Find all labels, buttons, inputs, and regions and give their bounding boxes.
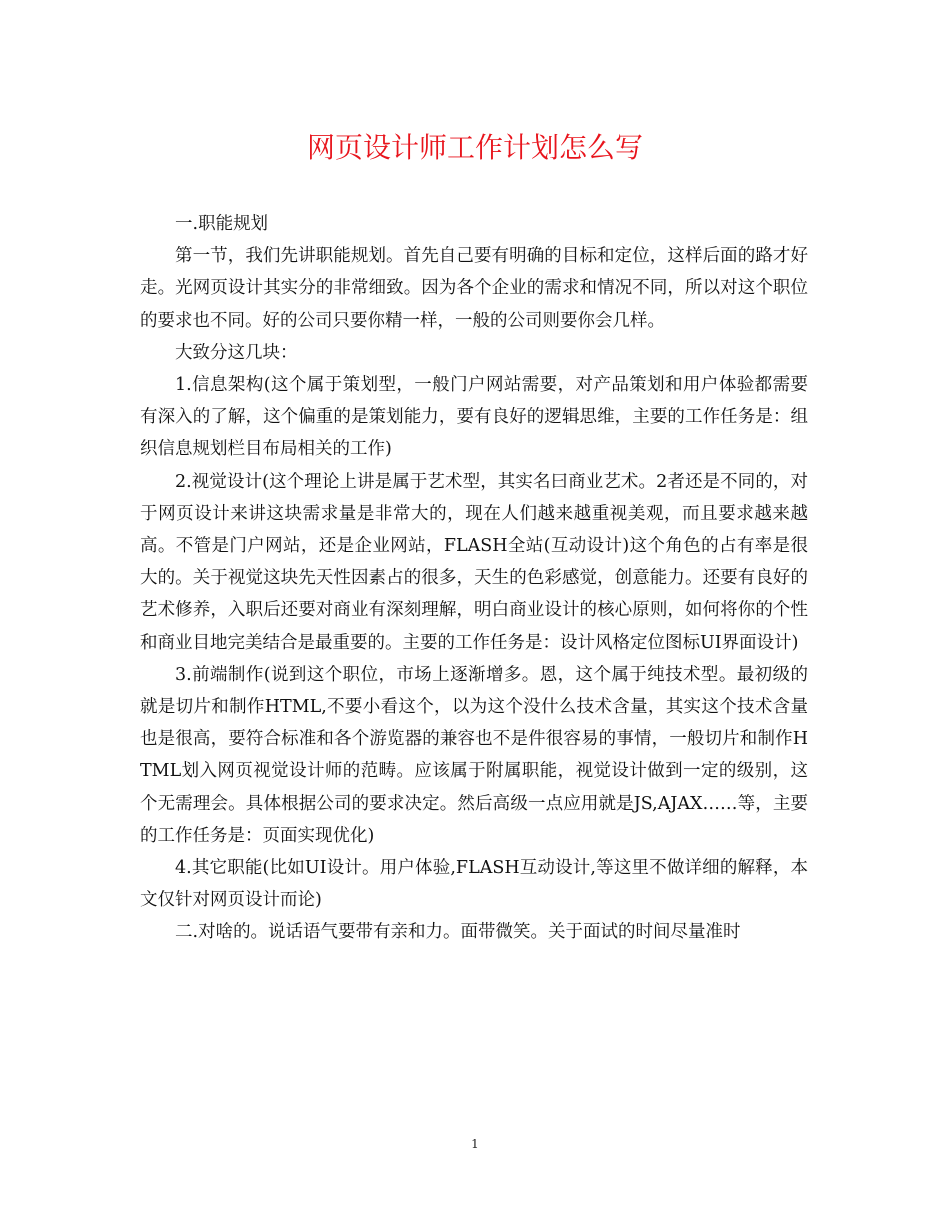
- paragraph-categories-lead: 大致分这几块：: [175, 342, 298, 363]
- paragraph-visual-design: 2.视觉设计(这个理论上讲是属于艺术型，其实名曰商业艺术。2者还是不同的，对于网页设计来讲这块需求量是非常大的，现在人们越来越重视美观，而且要求越来越高。不管是门户网站，还是企业网站，FLASH全站(互动设计)这个角色的占有率是很大的。关于视觉这块先天性因素占的很多，天生的色彩感觉，创意能力。还要有良好的艺术修养，入职后还要对商业有深刻理解，明白商业设计的核心原则，如何将你的个性和商业目地完美结合是最重要的。主要的工作任务是：设计风格定位图标UI界面设计): [140, 471, 808, 653]
- document-title: 网页设计师工作计划怎么写: [306, 131, 643, 164]
- page-number: 1: [471, 1137, 479, 1151]
- paragraph-other-functions: 4.其它职能(比如UI设计。用户体验,FLASH互动设计,等这里不做详细的解释，本文仅针对网页设计而论): [140, 858, 808, 911]
- paragraph-frontend-production: 3.前端制作(说到这个职位，市场上逐渐增多。恩，这个属于纯技术型。最初级的就是切片和制作HTML,不要小看这个，以为这个没什么技术含量，其实这个技术含量也是很高，要符合标准和各个游览器的兼容也不是件很容易的事情，一般切片和制作HTML划入网页视觉设计师的范畴。应该属于附属职能，视觉设计做到一定的级别，这个无需理会。具体根据公司的要求决定。然后高级一点应用就是JS,AJAX……等，主要的工作任务是：页面实现优化): [140, 664, 808, 846]
- document-body: [140, 208, 808, 949]
- section-heading-functional-planning: 一.职能规划: [175, 214, 269, 234]
- section-heading-interview: 二.对啥的。说话语气要带有亲和力。面带微笑。关于面试的时间尽量准时: [175, 922, 741, 943]
- paragraph-information-architecture: 1.信息架构(这个属于策划型，一般门户网站需要，对产品策划和用户体验都需要有深入的了解，这个偏重的是策划能力，要有良好的逻辑思维，主要的工作任务是：组织信息规划栏目布局相关的工作): [140, 375, 808, 460]
- paragraph-intro: 第一节，我们先讲职能规划。首先自己要有明确的目标和定位，这样后面的路才好走。光网页设计其实分的非常细致。因为各个企业的需求和情况不同，所以对这个职位的要求也不同。好的公司只要你精一样，一般的公司则要你会几样。: [140, 246, 808, 331]
